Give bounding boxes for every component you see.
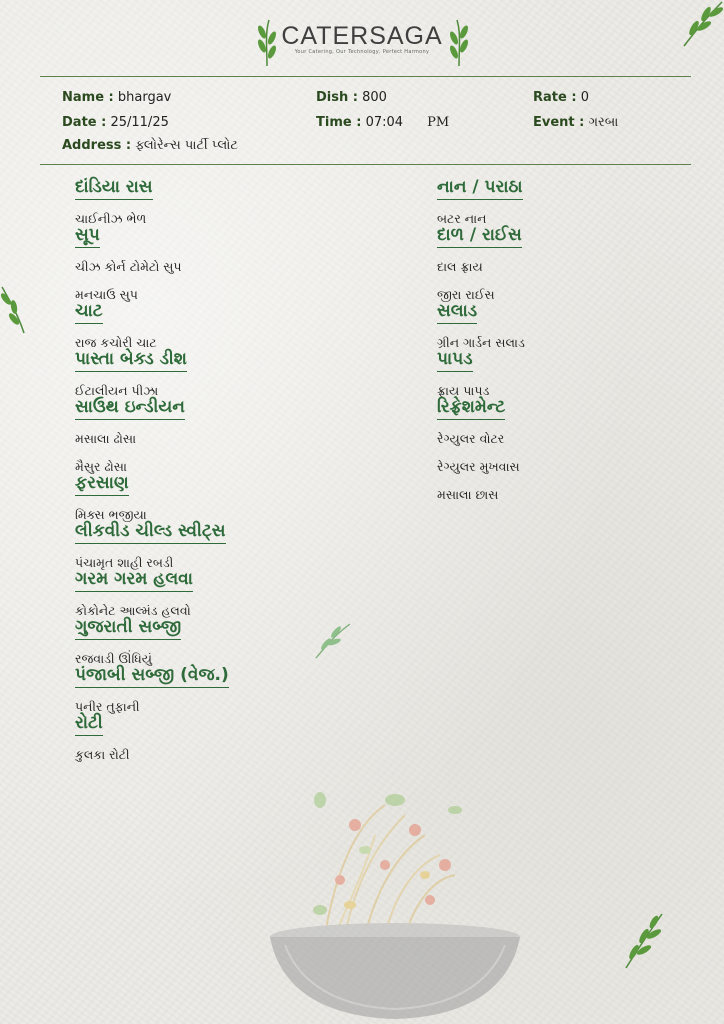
- menu-category-heading: સલાડ: [437, 300, 477, 324]
- menu-section: [75, 472, 229, 520]
- menu-section: [75, 396, 229, 472]
- menu-category-heading: રિફ્રેશમેન્ટ: [437, 396, 505, 420]
- menu-item: ઈટાલીયન પીઝા: [75, 383, 159, 398]
- menu-item: રેગ્યુલર મુખવાસ: [437, 459, 520, 474]
- menu-item: ગ્રીન ગાર્ડન સલાડ: [437, 335, 525, 350]
- event-value: ગરબા: [588, 115, 619, 130]
- menu-item: રેગ્યુલર વોટર: [437, 431, 505, 446]
- menu-item: પંચામૃત શાહી રબડી: [75, 555, 174, 570]
- info-date: [62, 115, 169, 130]
- info-dish: [316, 90, 387, 105]
- menu-category-heading: ગુજરાતી સબ્જી: [75, 616, 181, 640]
- info-address: [62, 138, 238, 153]
- menu-item: ચીઝ કોર્ન ટોમેટો સુપ: [75, 259, 182, 274]
- dish-label: Dish :: [316, 90, 358, 105]
- rate-value: 0: [580, 90, 589, 105]
- menu-category-heading: સાઉથ ઇન્ડીયન: [75, 396, 185, 420]
- menu-category-heading: દાંડિયા રાસ: [75, 176, 153, 200]
- menu-section: [437, 396, 525, 500]
- info-rate: [533, 90, 589, 105]
- dish-value: 800: [362, 90, 387, 105]
- menu-category-heading: લીકવીડ ચીલ્ડ સ્વીટ્સ: [75, 520, 226, 544]
- date-value: 25/11/25: [110, 115, 169, 130]
- time-label: Time :: [316, 115, 362, 130]
- menu-item: મૈસુર ઢોસા: [75, 459, 127, 474]
- header-bottom-rule: [40, 164, 691, 165]
- menu-section: [75, 520, 229, 568]
- info-event: [533, 115, 618, 130]
- menu-section: [75, 712, 229, 760]
- date-label: Date :: [62, 115, 107, 130]
- menu-item: રાજ કચોરી ચાટ: [75, 335, 157, 350]
- brand-logo-text: CATERSAGA: [281, 22, 443, 50]
- menu-item: મસાલા છાસ: [437, 487, 499, 502]
- menu-item: કોકોનેટ આલ્મંડ હલવો: [75, 603, 191, 618]
- menu-category-heading: દાળ / રાઈસ: [437, 224, 522, 248]
- rate-label: Rate :: [533, 90, 577, 105]
- event-label: Event :: [533, 115, 585, 130]
- menu-section: [437, 176, 525, 224]
- menu-item: મસાલા ઢોસા: [75, 431, 137, 446]
- brand-logo: [0, 22, 724, 55]
- time-value: 07:04: [365, 115, 404, 130]
- name-value: bhargav: [117, 90, 172, 105]
- menu-section: [437, 224, 525, 300]
- leaf-branch-icon: [312, 620, 352, 660]
- menu-category-heading: પાપડ: [437, 348, 473, 372]
- menu-category-heading: ગરમ ગરમ હલવા: [75, 568, 193, 592]
- menu-section: [75, 176, 229, 224]
- menu-item: કુલકા રોટી: [75, 747, 130, 762]
- menu-item: ચાઈનીઝ ભેળ: [75, 211, 147, 226]
- menu-item: ફ્રાય પાપડ: [437, 383, 490, 398]
- menu-category-heading: નાન / પરાઠા: [437, 176, 523, 200]
- menu-section: [437, 300, 525, 348]
- header-top-rule: [40, 76, 691, 77]
- address-value: ફ્લોરેન્સ પાર્ટી પ્લોટ: [135, 138, 238, 153]
- menu-category-heading: ફરસાણ: [75, 472, 129, 496]
- menu-section: [75, 664, 229, 712]
- info-name: [62, 90, 171, 105]
- leaf-branch-icon: [0, 285, 26, 335]
- menu-item: બટર નાન: [437, 211, 487, 226]
- brand-tagline: Your Catering, Our Technology, Perfect Harmony: [294, 49, 430, 55]
- menu-item: રજવાડી ઊંધિયું: [75, 651, 153, 666]
- menu-section: [75, 616, 229, 664]
- leaf-branch-icon: [622, 912, 664, 970]
- menu-item: મિક્સ ભજીયા: [75, 507, 147, 522]
- menu-section: [75, 348, 229, 396]
- menu-section: [75, 568, 229, 616]
- menu-category-heading: પંજાબી સબ્જી (વેજ.): [75, 664, 229, 688]
- noodle-bowl-illustration: [265, 785, 525, 1024]
- menu-category-heading: સૂપ: [75, 224, 100, 248]
- menu-right-column: [437, 176, 525, 500]
- menu-category-heading: પાસ્તા બેક્ડ ડીશ: [75, 348, 187, 372]
- menu-item: મનચાઉ સુપ: [75, 287, 138, 302]
- menu-section: [75, 224, 229, 300]
- menu-item: પનીર તુફાની: [75, 699, 140, 714]
- menu-category-heading: ચાટ: [75, 300, 103, 324]
- menu-category-heading: રોટી: [75, 712, 103, 736]
- menu-item: જીરા રાઈસ: [437, 287, 495, 302]
- menu-left-column: [75, 176, 229, 760]
- address-label: Address :: [62, 138, 132, 153]
- name-label: Name :: [62, 90, 114, 105]
- time-ampm: PM: [427, 115, 450, 130]
- info-time: [316, 115, 449, 130]
- menu-section: [437, 348, 525, 396]
- menu-section: [75, 300, 229, 348]
- menu-item: દાલ ફ્રાય: [437, 259, 483, 274]
